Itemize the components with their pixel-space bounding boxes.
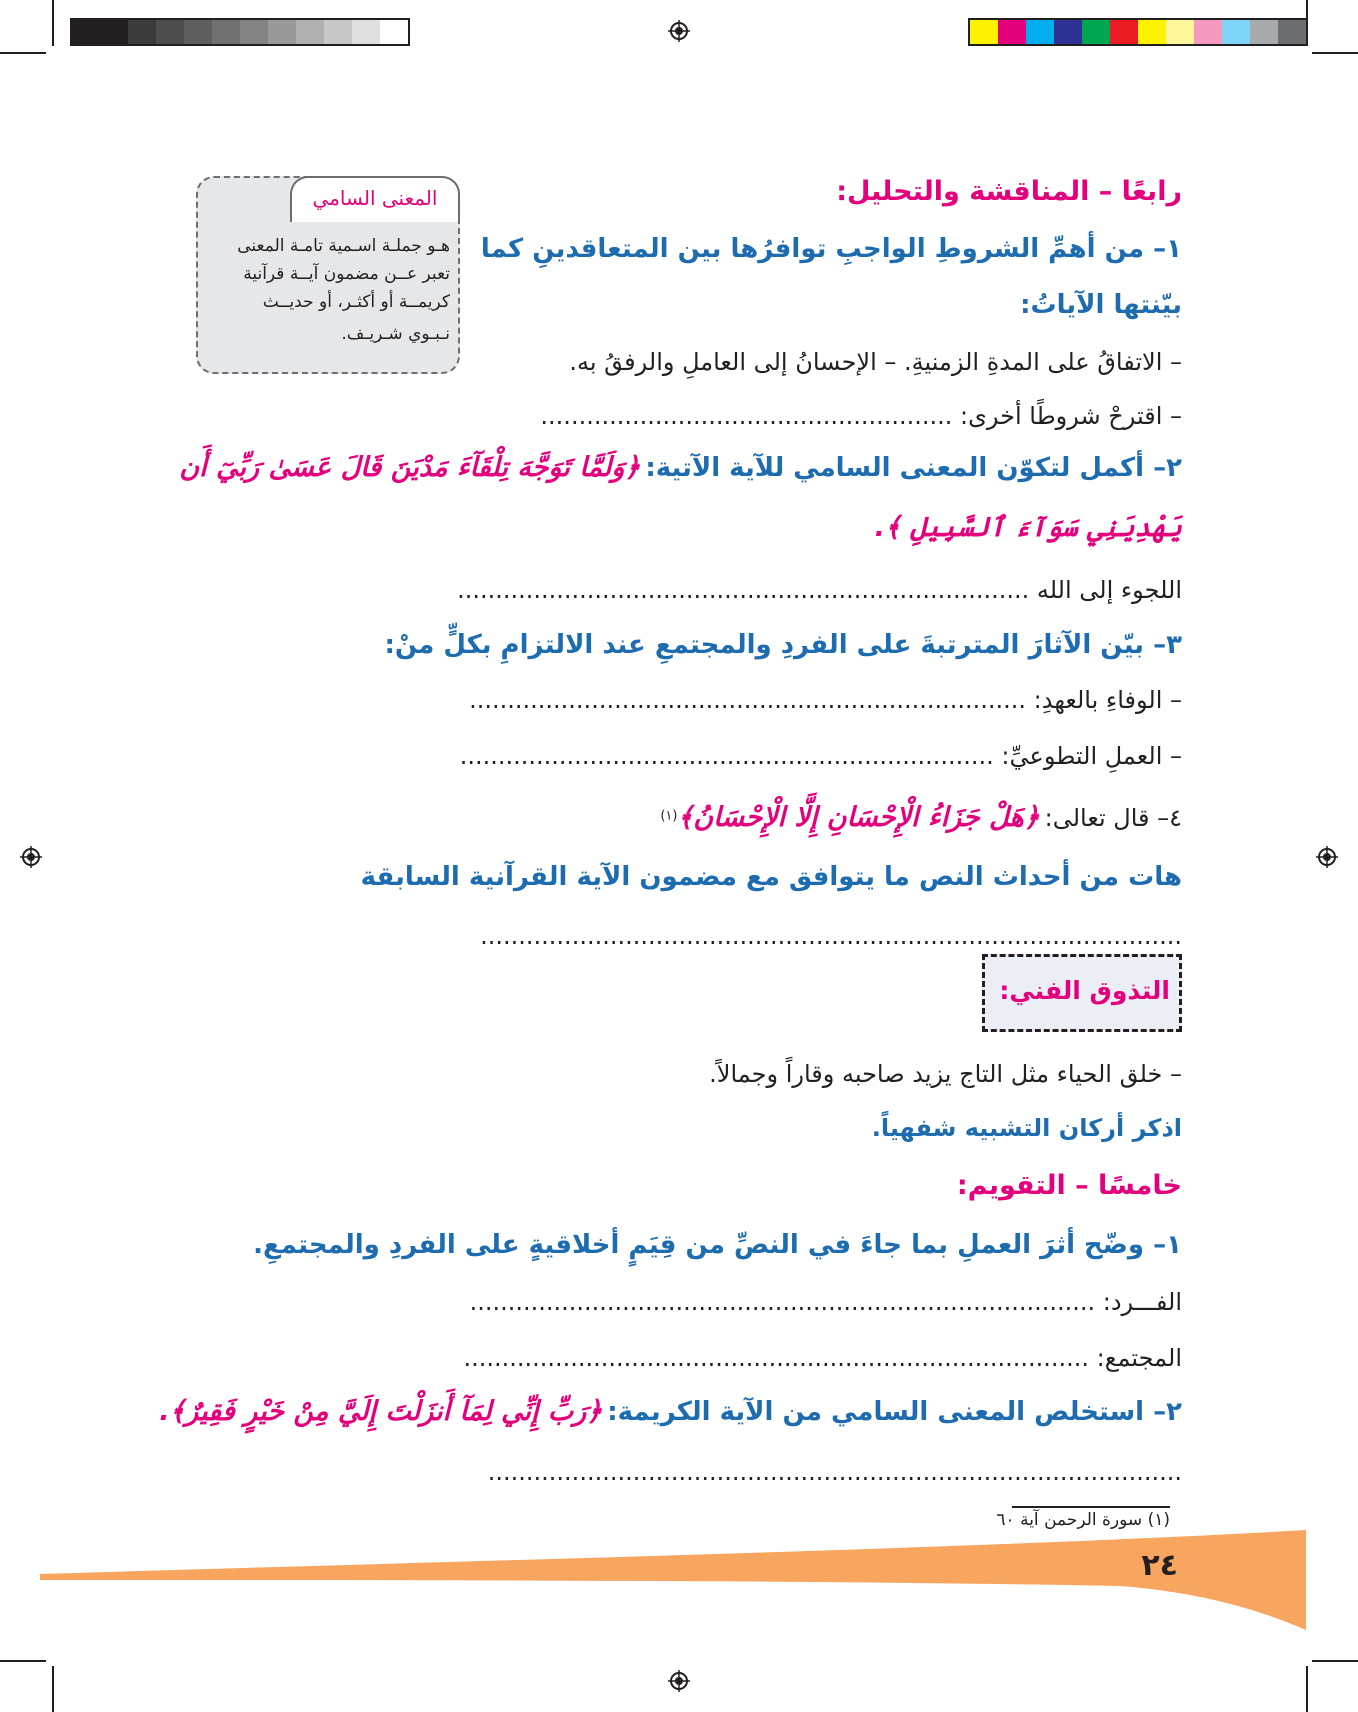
color-swatch <box>970 20 998 44</box>
color-swatch <box>1082 20 1110 44</box>
registration-mark-icon <box>668 20 690 42</box>
definition-box-line: نـبـوي شـريـف. <box>341 324 450 344</box>
color-swatch <box>1250 20 1278 44</box>
crop-mark <box>0 52 46 54</box>
quran-verse: يَهْدِيَنِي سَوَآءَ ٱلسَّبِيلِ ﴾. <box>874 512 1182 543</box>
artistic-taste-task: اذكر أركان التشبيه شفهياً. <box>871 1114 1182 1142</box>
question-4-task: هات من أحداث النص ما يتوافق مع مضمون الآية القرآنية السابقة <box>360 862 1182 892</box>
crop-mark <box>1312 52 1358 54</box>
question-2-line-1 <box>179 452 1182 483</box>
greyscale-swatch <box>380 20 408 44</box>
greyscale-swatch <box>72 20 100 44</box>
crop-mark <box>0 1660 46 1662</box>
color-calibration-bar <box>968 18 1308 46</box>
evaluation-question-1: ١– وضّح أثرَ العملِ بما جاءَ في النصِّ من قِيَمٍ أخلاقيةٍ على الفردِ والمجتمعِ. <box>253 1230 1182 1260</box>
question-1-suggest-field[interactable]: – اقترحْ شروطًا أخرى: ...................................................... <box>540 402 1182 430</box>
color-swatch <box>1026 20 1054 44</box>
question-2-answer-field[interactable]: اللجوء إلى الله ........................................................................... <box>457 576 1182 604</box>
color-swatch <box>1166 20 1194 44</box>
greyscale-swatch <box>100 20 128 44</box>
crop-mark <box>1312 1660 1358 1662</box>
artistic-taste-sentence: – خلق الحياء مثل التاج يزيد صاحبه وقاراً وجمالاً. <box>709 1060 1182 1088</box>
question-1-line-2: بيّنتها الآياتُ: <box>1020 290 1182 320</box>
greyscale-swatch <box>184 20 212 44</box>
color-swatch <box>1278 20 1306 44</box>
definition-box-line: هـو جملـة اسـمية تامـة المعنى <box>237 236 450 256</box>
greyscale-swatch <box>156 20 184 44</box>
question-2-prompt: ٢– أكمل لتكوّن المعنى السامي للآية الآتية: <box>645 453 1182 483</box>
greyscale-swatch <box>268 20 296 44</box>
crop-mark <box>1306 0 1308 46</box>
question-4-line <box>660 802 1182 833</box>
footnote: (١) سورة الرحمن آية ٦٠ <box>996 1510 1170 1530</box>
greyscale-swatch <box>352 20 380 44</box>
question-4-answer-field[interactable]: ............................................................................................ <box>480 922 1182 950</box>
question-3-prompt: ٣– بيّن الآثارَ المترتبةَ على الفردِ والمجتمعِ عند الالتزامِ بكلٍّ منْ: <box>384 630 1182 660</box>
greyscale-swatch <box>128 20 156 44</box>
greyscale-swatch <box>296 20 324 44</box>
color-swatch <box>1054 20 1082 44</box>
evaluation-answer-individual[interactable]: الفـــرد: .................................................................................. <box>469 1288 1182 1316</box>
section-heading-discussion: رابعًا – المناقشة والتحليل: <box>836 176 1182 207</box>
crop-mark <box>1306 1666 1308 1712</box>
evaluation-answer-society[interactable]: المجتمع: .................................................................................. <box>463 1344 1182 1372</box>
color-swatch <box>1110 20 1138 44</box>
greyscale-swatch <box>240 20 268 44</box>
registration-mark-icon <box>1316 846 1338 868</box>
page-number: ٢٤ <box>1141 1548 1178 1583</box>
quran-verse: ﴿رَبِّ إِنِّي لِمَآ أَنزَلْتَ إِلَيَّ مِنْ خَيْرٍ فَقِيرٌ﴾. <box>159 1396 603 1427</box>
color-swatch <box>1194 20 1222 44</box>
evaluation-question-2-prompt: ٢– استخلص المعنى السامي من الآية الكريمة: <box>607 1397 1182 1427</box>
greyscale-swatch <box>324 20 352 44</box>
registration-mark-icon <box>20 846 42 868</box>
color-swatch <box>1138 20 1166 44</box>
quran-verse: ﴿هَلْ جَزَاءُ الْإِحْسَانِ إِلَّا الْإِحْسَانُ﴾ <box>677 802 1040 833</box>
footnote-ref: (١) <box>660 808 678 824</box>
greyscale-bar <box>70 18 410 46</box>
question-1-given-conditions: – الاتفاقُ على المدةِ الزمنيةِ. – الإحسانُ إلى العاملِ والرفقُ به. <box>569 348 1182 376</box>
color-swatch <box>1222 20 1250 44</box>
quran-verse: ﴿وَلَمَّا تَوَجَّهَ تِلْقَآءَ مَدْيَنَ قَالَ عَسَىٰ رَبِّيٓ أَن <box>179 452 641 483</box>
definition-box-title: المعنى السامي <box>290 176 460 222</box>
definition-box-line: كريمــة أو أكثـر، أو حديــث <box>262 292 450 312</box>
crop-mark <box>52 1666 54 1712</box>
artistic-taste-title: التذوق الفني: <box>999 976 1170 1005</box>
question-3-answer-a[interactable]: – الوفاءِ بالعهدِ: ......................................................................... <box>469 686 1182 714</box>
greyscale-swatch <box>212 20 240 44</box>
registration-mark-icon <box>668 1670 690 1692</box>
evaluation-question-2 <box>159 1396 1182 1427</box>
definition-box-line: تعبر عــن مضمون آيــة قرآنية <box>243 264 450 284</box>
evaluation-question-2-answer[interactable]: ........................................................................................... <box>487 1458 1182 1486</box>
crop-mark <box>52 0 54 46</box>
question-1-line-1: ١– من أهمِّ الشروطِ الواجبِ توافرُها بين المتعاقدينِ كما <box>480 234 1182 264</box>
section-heading-evaluation: خامسًا – التقويم: <box>956 1170 1182 1201</box>
footnote-divider <box>1012 1506 1170 1508</box>
question-4-prompt: ٤– قال تعالى: <box>1044 804 1182 832</box>
color-swatch <box>998 20 1026 44</box>
question-3-answer-b[interactable]: – العملِ التطوعيِّ: ...................................................................... <box>459 742 1182 770</box>
